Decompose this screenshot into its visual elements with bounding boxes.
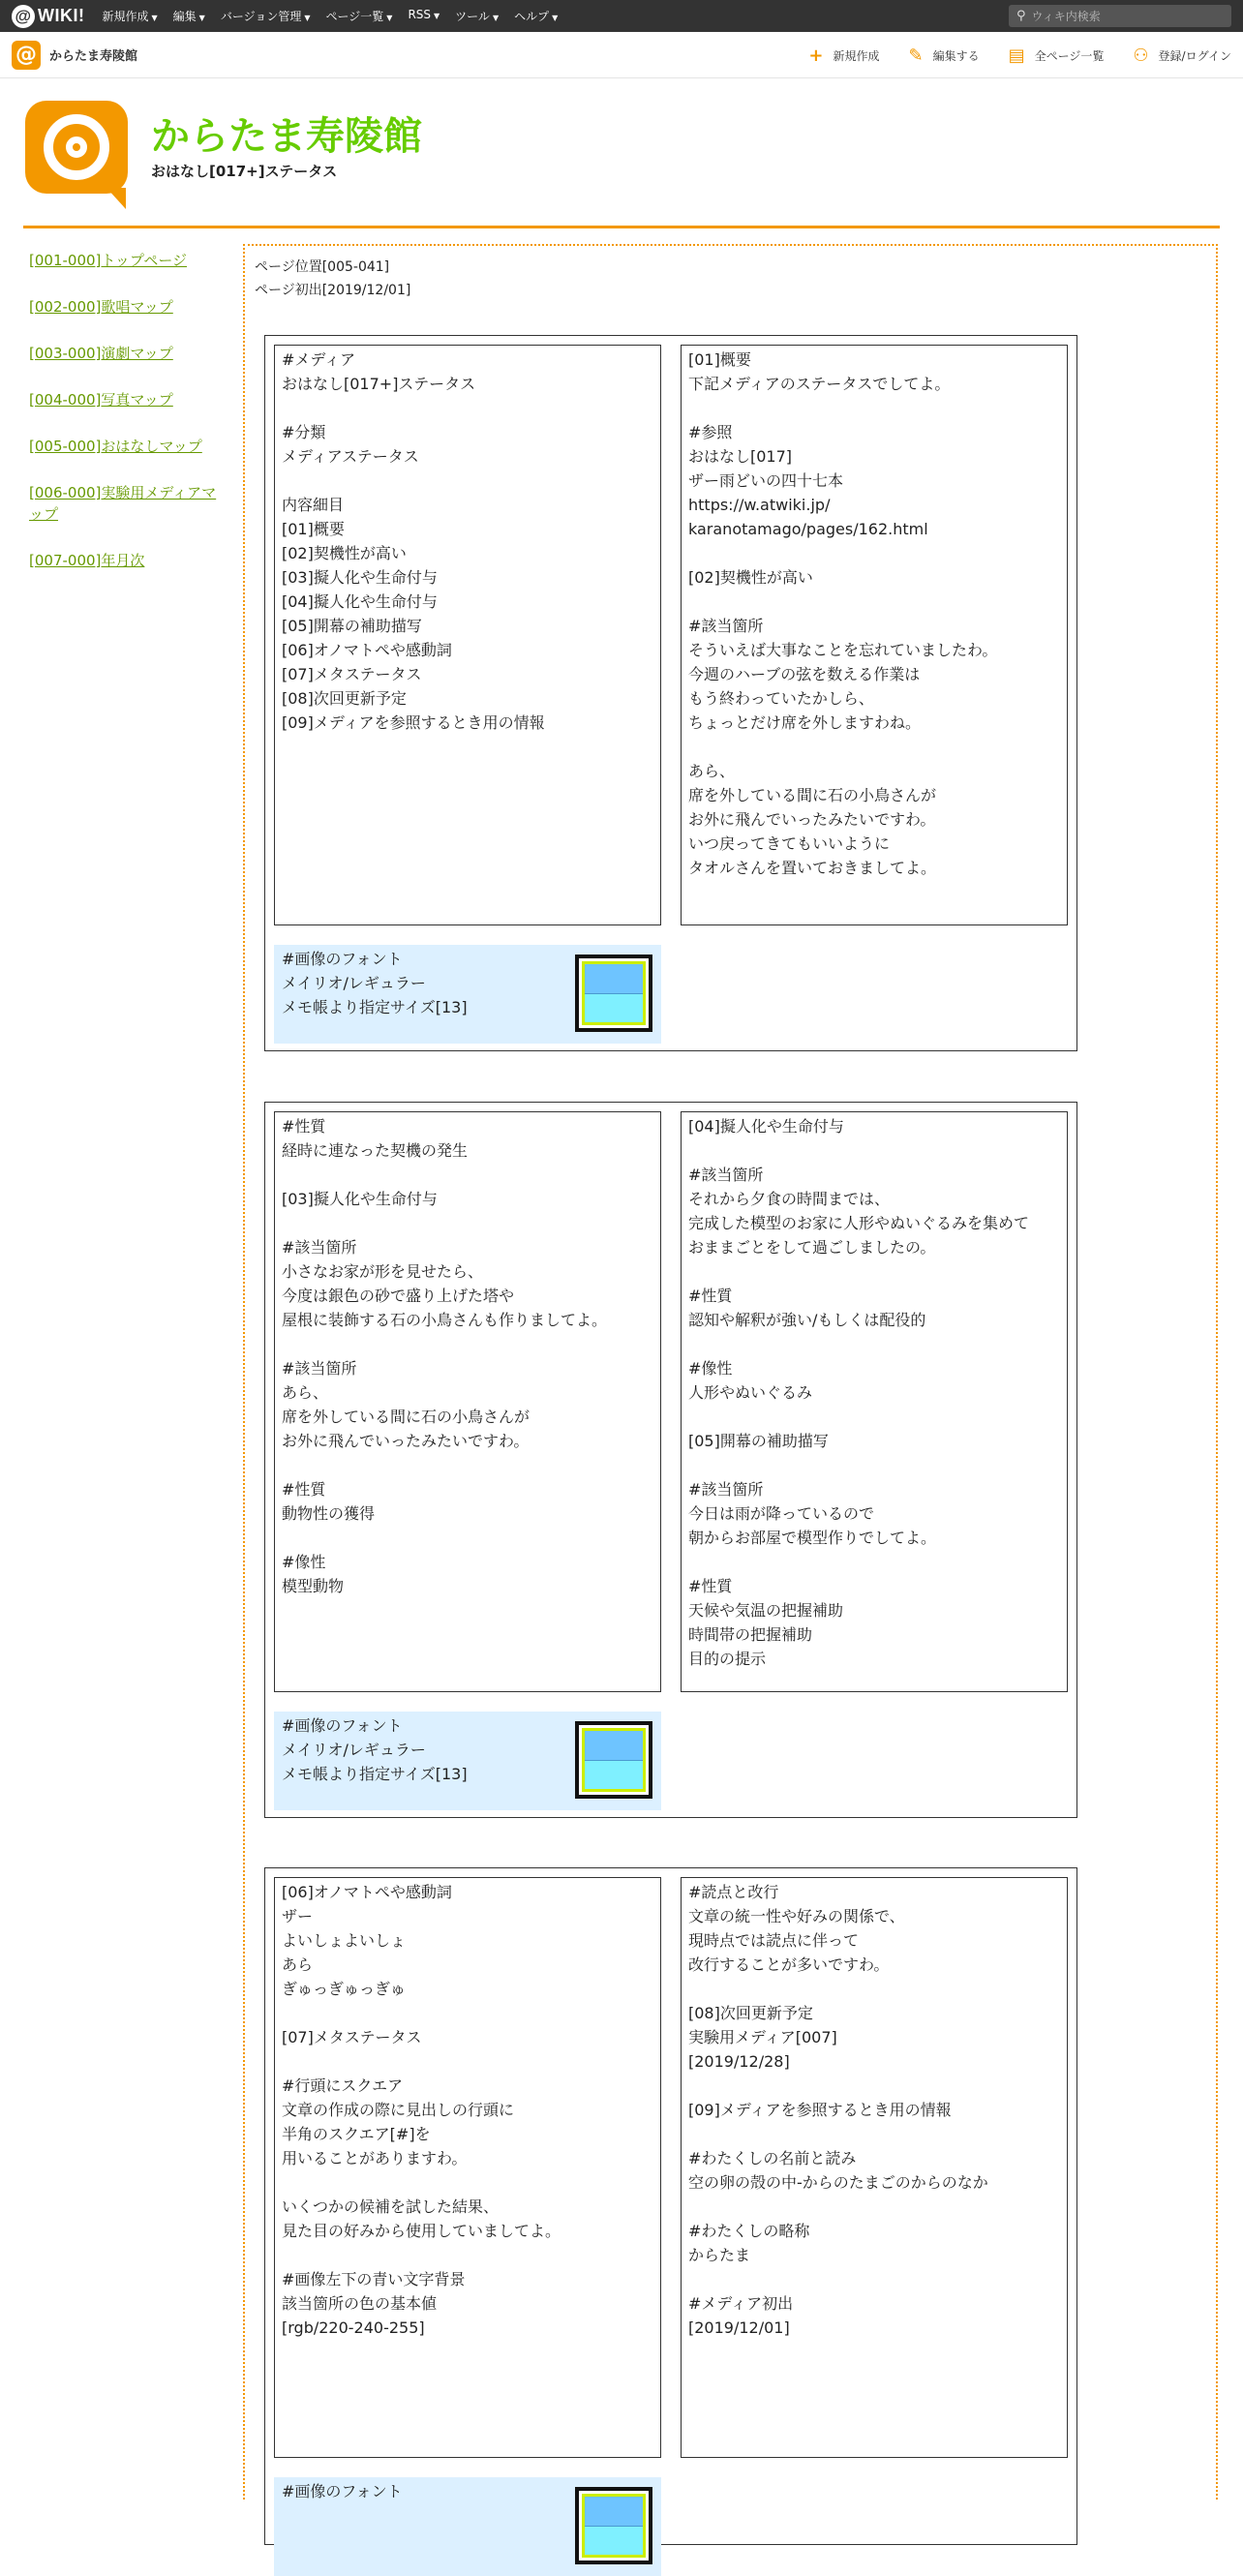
text-line: [04]擬人化や生命付与 — [688, 1117, 844, 1136]
text-line: #性質 — [282, 1117, 326, 1136]
menu-version[interactable] — [221, 8, 311, 24]
status-block-3 — [264, 1867, 1077, 2545]
text-line: 小さなお家が形を見せたら、 — [282, 1262, 484, 1281]
menu-edit[interactable] — [173, 8, 205, 24]
sidebar-item-top-page[interactable]: [001-000]トップページ — [29, 252, 188, 269]
text-line — [688, 735, 1060, 759]
text-line: karanotamago/pages/162.html — [688, 520, 928, 538]
text-line: 改行することが多いですわ。 — [688, 1955, 890, 1974]
text-line: タオルさんを置いておきましてよ。 — [688, 859, 937, 877]
at-symbol-icon — [44, 114, 109, 180]
register-login-label: 登録/ログイン — [1158, 48, 1231, 63]
edit-page-label: 編集する — [932, 48, 980, 63]
text-line: #メディア初出 — [688, 2294, 794, 2313]
chevron-down-icon: ▼ — [304, 14, 311, 22]
text-panel-right — [681, 1877, 1068, 2458]
color-swatch-image — [575, 2487, 652, 2564]
add-user-icon: ⚇ — [1133, 45, 1149, 66]
site-toolbar — [0, 32, 1243, 78]
chevron-down-icon: ▼ — [552, 14, 559, 22]
text-line: 今週のハーブの弦を数える作業は — [688, 665, 921, 683]
text-line — [688, 1550, 1060, 1574]
text-line — [688, 590, 1060, 614]
text-line: #該当箇所 — [688, 1480, 764, 1499]
font-info-box — [274, 2477, 661, 2576]
text-line — [282, 469, 653, 493]
text-line: [03]擬人化や生命付与 — [282, 568, 438, 587]
page-position: ページ位置[005-041] — [255, 259, 390, 275]
text-line — [688, 2074, 1060, 2098]
text-line: 用いることがありますわ。 — [282, 2149, 468, 2167]
text-line — [282, 396, 653, 420]
text-line: 文章の統一性や好みの関係で、 — [688, 1907, 905, 1925]
new-page-button[interactable] — [808, 45, 879, 66]
text-line — [688, 1259, 1060, 1284]
chevron-down-icon: ▼ — [434, 12, 440, 20]
text-line: [04]擬人化や生命付与 — [282, 592, 438, 611]
text-line: #参照 — [688, 423, 733, 441]
page-title: おはなし[017+]ステータス — [151, 163, 338, 180]
text-line: [09]メディアを参照するとき用の情報 — [282, 713, 545, 732]
text-line: 天候や気温の把握補助 — [688, 1601, 844, 1620]
text-line: #性質 — [282, 1480, 326, 1499]
sidebar-item-story-map[interactable]: [005-000]おはなしマップ — [29, 438, 202, 455]
text-line: [06]オノマトペや感動詞 — [282, 1883, 452, 1901]
chevron-down-icon: ▼ — [386, 14, 393, 22]
text-line: #該当箇所 — [282, 1238, 357, 1257]
status-block-2 — [264, 1102, 1077, 1818]
main-content — [243, 244, 1218, 2500]
text-line: 空の卵の殻の中-からのたまごのからのなか — [688, 2173, 988, 2192]
text-line — [282, 2170, 653, 2195]
text-line: https://w.atwiki.jp/ — [688, 496, 831, 514]
text-line: あら、 — [282, 1383, 329, 1402]
text-line: 内容細目 — [282, 496, 345, 514]
document-icon: ▤ — [1008, 45, 1025, 66]
text-line: 動物性の獲得 — [282, 1504, 376, 1523]
text-line: お外に飛んでいったみたいですわ。 — [688, 810, 936, 829]
menu-rss[interactable] — [408, 8, 440, 24]
text-line: #読点と改行 — [688, 1883, 779, 1901]
text-line: ザー — [282, 1907, 314, 1925]
global-nav-bar — [0, 0, 1243, 32]
text-line: おままごとをして過ごしましたの。 — [688, 1238, 936, 1257]
text-line: #行頭にスクエア — [282, 2076, 404, 2095]
text-line: [02]契機性が高い — [688, 568, 813, 587]
atwiki-logo[interactable] — [12, 5, 84, 28]
wiki-search — [1009, 5, 1231, 27]
sidebar-item-experimental-map[interactable]: [006-000]実験用メディアマップ — [29, 484, 217, 523]
text-line: #画像のフォント — [282, 1716, 403, 1735]
atwiki-logo-text: WIKI! — [38, 6, 85, 25]
text-line: 文章の作成の際に見出しの行頭に — [282, 2101, 515, 2119]
menu-new-label: 新規作成 — [102, 10, 149, 23]
text-line: 今日は雨が降っているので — [688, 1504, 875, 1523]
text-panel-right — [681, 1111, 1068, 1692]
text-line: 人形やぬいぐるみ — [688, 1383, 813, 1402]
text-line: もう終わっていたかしら、 — [688, 689, 874, 708]
text-panel-left — [274, 345, 661, 925]
text-line: [01]概要 — [688, 350, 751, 369]
site-home-link[interactable] — [12, 41, 137, 70]
text-line — [688, 1405, 1060, 1429]
text-line — [688, 1138, 1060, 1163]
text-line: 時間帯の把握補助 — [688, 1625, 813, 1644]
text-line: [06]オノマトペや感動詞 — [282, 641, 452, 659]
site-name: からたま寿陵館 — [49, 49, 138, 64]
menu-pages-label: ページ一覧 — [325, 10, 384, 23]
font-info-box — [274, 945, 661, 1044]
all-pages-button[interactable] — [1009, 45, 1105, 66]
text-line: ぎゅっぎゅっぎゅ — [282, 1980, 407, 1998]
page-meta — [255, 256, 410, 302]
text-line — [688, 396, 1060, 420]
text-line: [08]次回更新予定 — [688, 2004, 813, 2022]
sidebar-item-song-map[interactable]: [002-000]歌唱マップ — [29, 298, 173, 316]
text-line: 見た目の好みから使用していましてよ。 — [282, 2222, 561, 2240]
text-line: それから夕食の時間までは、 — [688, 1190, 891, 1208]
site-title[interactable]: からたま寿陵館 — [151, 114, 422, 159]
page-first-published: ページ初出[2019/12/01] — [255, 283, 411, 298]
text-line: [03]擬人化や生命付与 — [282, 1190, 438, 1208]
new-page-label: 新規作成 — [833, 48, 880, 63]
text-line: [05]開幕の補助描写 — [688, 1432, 829, 1450]
search-icon[interactable]: ⚲ — [1016, 9, 1026, 23]
text-line — [688, 2122, 1060, 2146]
edit-page-button[interactable] — [909, 45, 980, 66]
text-line: 模型動物 — [282, 1577, 345, 1595]
text-line: あら — [282, 1955, 314, 1974]
text-line — [688, 2195, 1060, 2219]
text-line: ちょっとだけ席を外しますわね。 — [688, 713, 922, 732]
text-line: メモ帳より指定サイズ[13] — [282, 1765, 468, 1783]
menu-new[interactable] — [102, 8, 157, 24]
text-line: よいしょよいしょ — [282, 1931, 407, 1950]
text-line — [282, 1211, 653, 1235]
text-line: #わたくしの略称 — [688, 2222, 810, 2240]
text-line: [2019/12/28] — [688, 2052, 790, 2071]
text-line: [07]メタステータス — [282, 2028, 422, 2046]
text-line: メモ帳より指定サイズ[13] — [282, 998, 468, 1016]
text-line: おはなし[017+]ステータス — [282, 375, 476, 393]
text-line: 朝からお部屋で模型作りでしてよ。 — [688, 1529, 937, 1547]
text-line: #該当箇所 — [688, 617, 764, 635]
text-line: #メディア — [282, 350, 356, 369]
text-line: 完成した模型のお家に人形やぬいぐるみを集めて — [688, 1214, 1030, 1232]
text-line: 該当箇所の色の基本値 — [282, 2294, 438, 2313]
at-logo-icon: @ — [12, 5, 35, 28]
color-swatch-image — [575, 955, 652, 1032]
text-line — [688, 1332, 1060, 1356]
text-line: 経時に連なった契機の発生 — [282, 1141, 469, 1160]
menu-rss-label: RSS — [408, 8, 432, 21]
text-line: 現時点では読点に伴って — [688, 1931, 860, 1950]
chevron-down-icon: ▼ — [492, 14, 500, 22]
text-line: #分類 — [282, 423, 326, 441]
text-line: [02]契機性が高い — [282, 544, 407, 562]
header-divider — [23, 226, 1220, 228]
status-block-1 — [264, 335, 1077, 1051]
text-line: #像性 — [688, 1359, 733, 1378]
text-line — [282, 2049, 653, 2074]
font-info-box — [274, 1712, 661, 1810]
text-line — [688, 1977, 1060, 2001]
text-line: おはなし[017] — [688, 447, 793, 466]
text-line: メイリオ/レギュラー — [282, 974, 426, 992]
text-line: #該当箇所 — [688, 1166, 764, 1184]
color-swatch-image — [575, 1721, 652, 1799]
search-input[interactable] — [1032, 10, 1216, 23]
menu-pages[interactable] — [326, 8, 393, 24]
text-line — [688, 1453, 1060, 1477]
menu-version-label: バージョン管理 — [220, 10, 302, 23]
text-line: お外に飛んでいったみたいですわ。 — [282, 1432, 530, 1450]
text-line: からたま — [688, 2246, 751, 2264]
text-line: 認知や解釈が強い/もしくは配役的 — [688, 1311, 926, 1329]
text-panel-left — [274, 1111, 661, 1692]
text-line: そういえば大事なことを忘れていましたわ。 — [688, 641, 998, 659]
site-logo-icon: @ — [12, 41, 41, 70]
text-line: 席を外している間に石の小鳥さんが — [688, 786, 937, 804]
text-line: #わたくしの名前と読み — [688, 2149, 857, 2167]
menu-tools-label: ツール — [455, 10, 490, 23]
menu-help-label: ヘルプ — [514, 10, 550, 23]
menu-edit-label: 編集 — [172, 10, 197, 23]
text-line: [01]概要 — [282, 520, 345, 538]
text-line — [282, 2243, 653, 2267]
pencil-icon: ✎ — [908, 45, 924, 66]
text-line: [08]次回更新予定 — [282, 689, 407, 708]
text-line: ザー雨どいの四十七本 — [688, 471, 844, 490]
text-line: 屋根に装飾する石の小鳥さんも作りましてよ。 — [282, 1311, 608, 1329]
global-menu — [102, 8, 573, 24]
text-line — [282, 1163, 653, 1187]
text-line: メディアステータス — [282, 447, 419, 466]
site-logo[interactable] — [25, 101, 128, 194]
register-login-button[interactable] — [1133, 45, 1231, 66]
text-line: いつ戻ってきてもいいように — [688, 834, 891, 853]
text-line — [282, 1453, 653, 1477]
chevron-down-icon: ▼ — [151, 14, 158, 22]
text-line: [05]開幕の補助描写 — [282, 617, 422, 635]
text-line: #該当箇所 — [282, 1359, 357, 1378]
text-line: 実験用メディア[007] — [688, 2028, 837, 2046]
text-line: #画像のフォント — [282, 950, 403, 968]
text-line: #像性 — [282, 1553, 326, 1571]
text-line — [282, 1332, 653, 1356]
text-line: [2019/12/01] — [688, 2318, 790, 2337]
text-line: あら、 — [688, 762, 736, 780]
text-line: #性質 — [688, 1287, 733, 1305]
text-line: メイリオ/レギュラー — [282, 1741, 426, 1759]
text-line — [282, 1526, 653, 1550]
sidebar-item-photo-map[interactable]: [004-000]写真マップ — [29, 391, 173, 409]
text-line: いくつかの候補を試した結果、 — [282, 2197, 500, 2216]
text-line: 今度は銀色の砂で盛り上げた塔や — [282, 1287, 515, 1305]
text-line — [282, 2001, 653, 2025]
text-line — [688, 2267, 1060, 2291]
text-line: 目的の提示 — [688, 1650, 767, 1668]
plus-icon: + — [808, 45, 824, 66]
text-line: #性質 — [688, 1577, 733, 1595]
text-line: 半角のスクエア[#]を — [282, 2125, 431, 2143]
text-line: 席を外している間に石の小鳥さんが — [282, 1408, 531, 1426]
sidebar-item-drama-map[interactable]: [003-000]演劇マップ — [29, 345, 173, 362]
sidebar-item-yearly[interactable]: [007-000]年月次 — [29, 552, 145, 569]
site-header — [25, 101, 422, 197]
text-line: [rgb/220-240-255] — [282, 2318, 425, 2337]
text-line: [07]メタステータス — [282, 665, 422, 683]
menu-tools[interactable] — [455, 8, 499, 24]
menu-help[interactable] — [514, 8, 558, 24]
text-panel-right — [681, 345, 1068, 925]
text-line: [09]メディアを参照するとき用の情報 — [688, 2101, 952, 2119]
all-pages-label: 全ページ一覧 — [1034, 48, 1105, 63]
page-actions — [779, 32, 1231, 78]
sidebar-menu — [29, 250, 223, 596]
text-line: #画像のフォント — [282, 2482, 403, 2500]
text-line — [688, 541, 1060, 565]
text-line: #画像左下の青い文字背景 — [282, 2270, 466, 2288]
text-line: 下記メディアのステータスでしてよ。 — [688, 375, 951, 393]
chevron-down-icon: ▼ — [198, 14, 205, 22]
text-panel-left — [274, 1877, 661, 2458]
